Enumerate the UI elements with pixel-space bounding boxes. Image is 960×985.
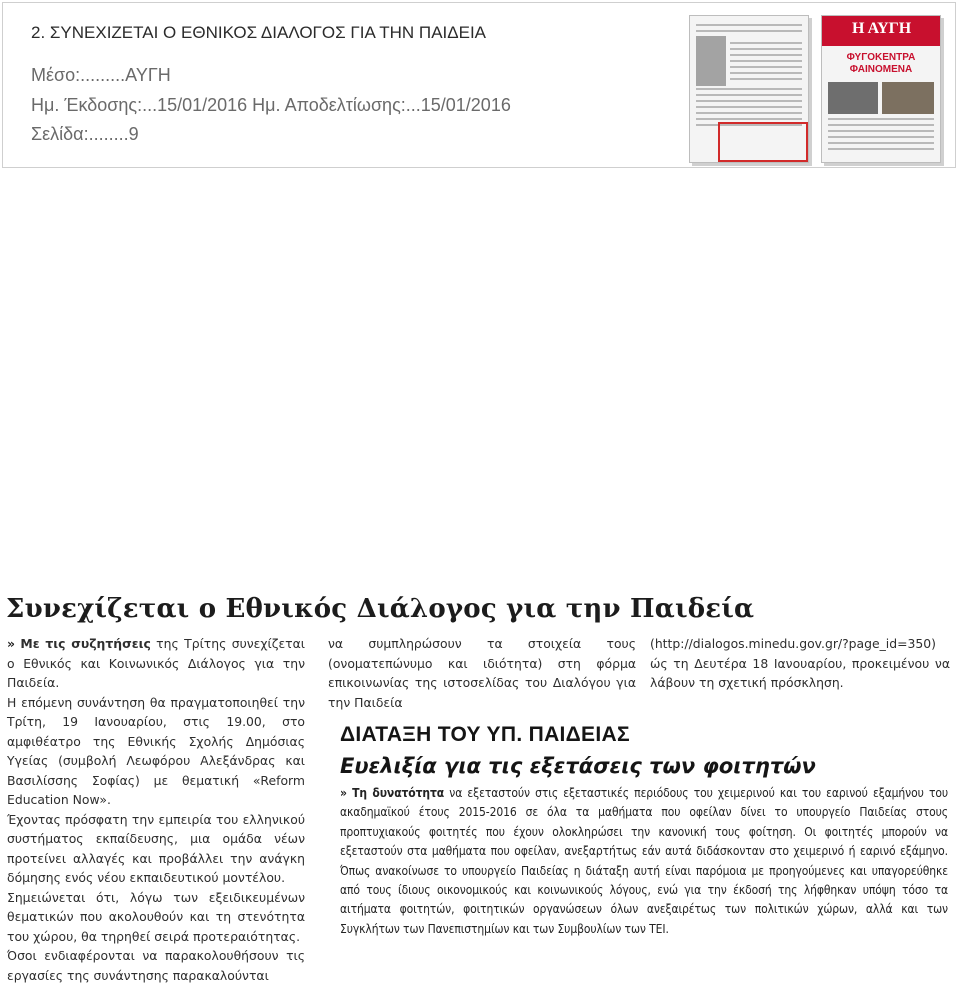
page-line: Σελίδα:........9 (31, 124, 139, 144)
inset-body (340, 784, 948, 939)
article-column-1 (7, 634, 305, 985)
page-thumbnail[interactable] (689, 15, 809, 163)
lead-bold-text: Με τις συζητήσεις (20, 636, 151, 651)
paragraph: Όσοι ενδιαφέρονται να παρακολουθήσουν τις εργασίες της συνάντησης παρακαλούνται (7, 948, 305, 983)
lead-text: της Τρίτης συνεχίζεται ο Εθνικός και Κοινωνικός Διάλογος για την Παιδεία. (7, 636, 305, 690)
article-headline: Συνεχίζεται ο Εθνικός Διάλογος για την Παιδεία (6, 594, 755, 624)
article-column-2 (328, 634, 636, 712)
inset-kicker: ΔΙΑΤΑΞΗ ΤΟΥ ΥΠ. ΠΑΙΔΕΙΑΣ (340, 723, 630, 746)
dates-line: Ημ. Έκδοσης:...15/01/2016 Ημ. Αποδελτίωσης:...15/01/2016 (31, 95, 511, 115)
chevron-icon: » (7, 636, 16, 651)
paragraph: να συμπληρώσουν τα στοιχεία τους (ονοματεπώνυμο και ιδιότητα) στη φόρμα επικοινωνίας της ιστοσελίδας του Διαλόγου για την Παιδεία (328, 636, 636, 710)
inset-headline: Ευελιξία για τις εξετάσεις των φοιτητών (340, 754, 816, 778)
article-clipping (0, 592, 960, 983)
clipping-info-panel (2, 2, 956, 168)
inset-article (340, 722, 948, 939)
front-page-thumbnail[interactable] (821, 15, 941, 163)
paragraph: (http://dialogos.minedu.gov.gr/?page_id=350) ώς τη Δευτέρα 18 Ιανουαρίου, προκειμένου να λάβουν τη σχετική πρόσκληση. (650, 636, 950, 690)
paragraph: Έχοντας πρόσφατη την εμπειρία του ελληνικού συστήματος εκπαίδευσης, μια ομάδα νέων προτείνει αλλαγές και προβάλλει την ανάγκη δόμησης ενός νέου εκπαιδευτικού μοντέλου. (7, 811, 305, 885)
chevron-icon: » (340, 786, 347, 800)
paragraph: Η επόμενη συνάντηση θα πραγματοποιηθεί την Τρίτη, 19 Ιανουαρίου, στις 19.00, στο αμφιθέατρο της Εθνικής Σχολής Δημόσιας Υγείας (συμβολή Λεωφόρου Αλεξάνδρας και Βασιλίσσης Σοφίας) με θεματική «Reform Education Now». (7, 694, 305, 807)
front-page-headline: ΦΥΓΟΚΕΝΤΡΑ ΦΑΙΝΟΜΕΝΑ (846, 52, 916, 75)
inset-body-text: να εξεταστούν στις εξεταστικές περιόδους του χειμερινού και του εαρινού εξαμήνου του ακαδημαϊκού έτους 2015-2016 σε όλα τα μαθήματα που οφείλαν δίνει το υπουργείο Παιδείας στους προπτυχιακούς φοιτητές που έχουν ολοκληρώσει την κανονική τους φοίτηση. Οι φοιτητές μπορούν να εξεταστούν στα μαθήματα που οφείλαν, ανεξαρτήτως εάν αυτά διδάσκονταν στο χειμερινό ή εαρινό εξάμηνο. Όπως ανακοίνωσε το υπουργείο Παιδείας η διάταξη αυτή είναι παρόμοια με προηγούμενες και υπαγορεύθηκε από τους ίδιους οικονομικούς και κοινωνικούς λόγους, ενώ για την έκδοσή της λήφθηκαν υπόψη τόσο τα αιτήματα φοιτητών, φοιτητικών οργανώσεων όλων ανεξαιρέτως των πολιτικών χώρων, αλλά και των Συγκλήτων των Πανεπιστημίων και των Συμβουλίων των ΤΕΙ. (340, 786, 948, 936)
clipping-title: 2. ΣΥΝΕΧΙΖΕΤΑΙ Ο ΕΘΝΙΚΟΣ ΔΙΑΛΟΓΟΣ ΓΙΑ ΤΗΝ ΠΑΙΔΕΙΑ (31, 23, 487, 42)
medium-line: Μέσο:.........ΑΥΓΗ (31, 65, 171, 85)
masthead-text: Η ΑΥΓΗ (852, 20, 912, 37)
paragraph: Σημειώνεται ότι, λόγω των εξειδικευμένων θεματικών που ακολουθούν και τη στενότητα του χώρου, θα τηρηθεί σειρά προτεραιότητας. (7, 889, 305, 944)
inset-lead-bold: Τη δυνατότητα (352, 786, 445, 800)
article-column-3 (650, 634, 950, 693)
article-location-highlight (718, 122, 808, 162)
